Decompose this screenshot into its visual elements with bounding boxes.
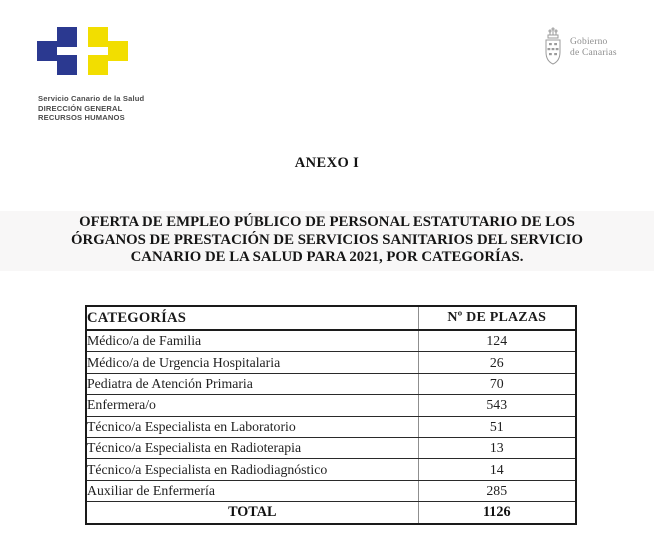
- plazas-cell: 124: [418, 330, 576, 352]
- category-cell: Enfermera/o: [86, 395, 418, 416]
- category-cell: Técnico/a Especialista en Laboratorio: [86, 416, 418, 437]
- org-line-service: Servicio Canario de la Salud: [38, 94, 145, 103]
- gobierno-crest-icon: [541, 26, 565, 70]
- column-header-plazas: Nº DE PLAZAS: [418, 306, 576, 330]
- plazas-table: [85, 305, 577, 525]
- gobierno-name-line1: Gobierno: [570, 37, 608, 47]
- table-row: [86, 480, 576, 501]
- category-cell: Auxiliar de Enfermería: [86, 480, 418, 501]
- scs-logo-yellow-square-bottom: [88, 55, 108, 75]
- plazas-cell: 70: [418, 373, 576, 394]
- org-line-direccion: DIRECCIÓN GENERAL: [38, 103, 123, 113]
- plazas-cell: 543: [418, 395, 576, 416]
- table-row: [86, 352, 576, 373]
- document-heading: [0, 211, 654, 271]
- org-name-block: [38, 94, 144, 123]
- plazas-cell: 26: [418, 352, 576, 373]
- scs-logo-blue-square-bottom: [57, 55, 77, 75]
- category-cell: Médico/a de Familia: [86, 330, 418, 352]
- category-cell: Técnico/a Especialista en Radioterapia: [86, 437, 418, 458]
- category-cell: Médico/a de Urgencia Hospitalaria: [86, 352, 418, 373]
- gobierno-canarias-logo: [541, 26, 617, 70]
- plazas-cell: 13: [418, 437, 576, 458]
- table-row: [86, 373, 576, 394]
- plazas-cell: 14: [418, 459, 576, 480]
- gobierno-name: [570, 37, 617, 58]
- table-total-row: [86, 502, 576, 524]
- table-row: [86, 395, 576, 416]
- annex-title: ANEXO I: [294, 155, 360, 171]
- category-cell: Técnico/a Especialista en Radiodiagnóstico: [86, 459, 418, 480]
- scs-logo: [37, 27, 145, 75]
- heading-line-2: ÓRGANOS DE PRESTACIÓN DE SERVICIOS SANITARIOS DEL SERVICIO: [71, 231, 583, 248]
- plazas-cell: 51: [418, 416, 576, 437]
- plazas-cell: 285: [418, 480, 576, 501]
- category-cell: Pediatra de Atención Primaria: [86, 373, 418, 394]
- heading-line-3: CANARIO DE LA SALUD PARA 2021, POR CATEGORÍAS.: [130, 249, 524, 266]
- table-row: [86, 459, 576, 480]
- total-value-cell: 1126: [482, 503, 511, 520]
- table-row: [86, 416, 576, 437]
- scs-logo-blue-square-top: [57, 27, 77, 47]
- org-line-recursos: RECURSOS HUMANOS: [38, 113, 125, 123]
- total-label-cell: TOTAL: [86, 502, 418, 524]
- table-row: [86, 330, 576, 352]
- column-header-categorias: CATEGORÍAS: [86, 306, 418, 330]
- gobierno-name-line2: de Canarias: [570, 47, 617, 58]
- scs-logo-blue-square-left: [37, 41, 57, 61]
- table-row: [86, 437, 576, 458]
- table-header-row: [86, 306, 576, 330]
- heading-line-1: OFERTA DE EMPLEO PÚBLICO DE PERSONAL ESTATUTARIO DE LOS: [79, 214, 575, 230]
- scs-logo-yellow-square-right: [108, 41, 128, 61]
- scs-logo-yellow-square-top: [88, 27, 108, 47]
